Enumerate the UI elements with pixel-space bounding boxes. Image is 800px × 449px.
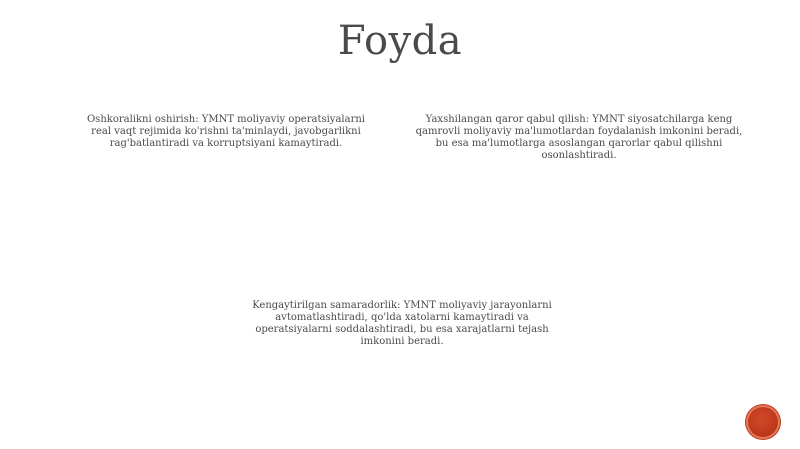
text-block-efficiency: Kengaytirilgan samaradorlik: YMNT moliyaviy jarayonlarni avtomatlashtiradi, qo'lda xatolarni kamaytiradi va operatsiyalarni soddalashtiradi, bu esa xarajatlarni tejash imkonini beradi. <box>252 300 552 347</box>
text-block-transparency: Oshkoralikni oshirish: YMNT moliyaviy operatsiyalarni real vaqt rejimida ko'rishni ta'minlaydi, javobgarlikni rag'batlantiradi va korruptsiyani kamaytiradi. <box>86 114 365 149</box>
next-slide-circle-icon[interactable] <box>748 407 778 437</box>
text-block-decision-making: Yaxshilangan qaror qabul qilish: YMNT siyosatchilarga keng qamrovli moliyaviy ma'lumotlardan foydalanish imkonini beradi, bu esa ma'lumotlarga asoslangan qarorlar qabul qilishni osonlashtiradi. <box>415 114 743 161</box>
slide-title: Foyda <box>337 18 463 64</box>
